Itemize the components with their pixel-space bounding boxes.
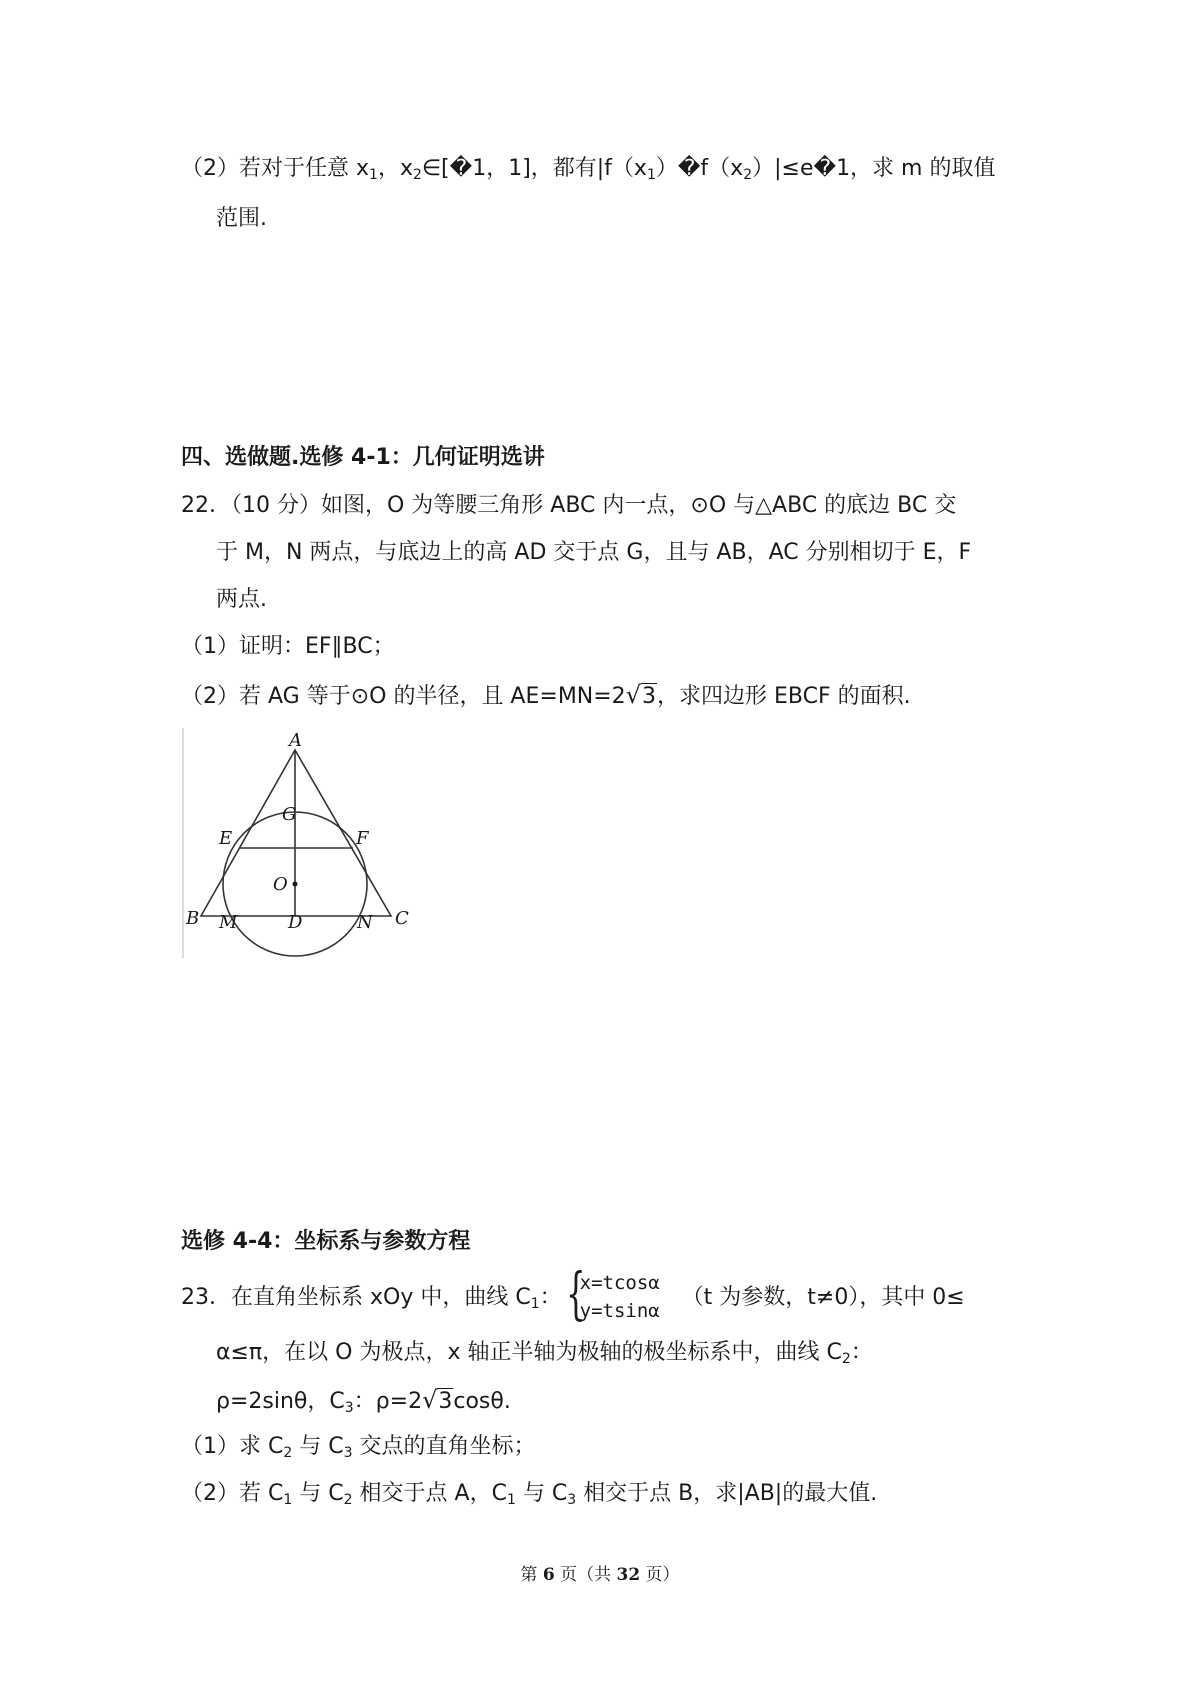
q21-part2-line2: 范围. — [216, 206, 267, 231]
center-point — [293, 882, 298, 887]
text: 交点的直角坐标； — [352, 1434, 536, 1459]
text: α≤π，在以 O 为极点，x 轴正半轴为极轴的极坐标系中，曲线 C — [216, 1340, 842, 1365]
text: ，求四边形 EBCF 的面积. — [656, 684, 911, 709]
q22-line3: 两点. — [216, 587, 267, 612]
q22-line1: 22．（10 分）如图，O 为等腰三角形 ABC 内一点，⊙O 与△ABC 的底边 BC 交 — [181, 493, 957, 518]
subscript: 2 — [841, 1351, 851, 1367]
subscript: 3 — [567, 1492, 577, 1508]
subscript: 3 — [344, 1400, 354, 1416]
text: ： — [539, 1285, 562, 1310]
text: （t 为参数，t≠0），其中 0≤ — [681, 1285, 965, 1310]
subscript: 2 — [343, 1492, 353, 1508]
text: 相交于点 B，求|AB|的最大值. — [576, 1481, 878, 1506]
q22-part1: （1）证明：EF∥BC； — [181, 634, 395, 659]
label-b: B — [186, 908, 200, 929]
q23-part2-content — [181, 1479, 877, 1509]
text: ：ρ=2 — [353, 1389, 423, 1414]
text: cosθ. — [453, 1389, 511, 1414]
text: ，x — [377, 156, 413, 181]
text: 23．在直角坐标系 xOy 中，曲线 C — [181, 1285, 531, 1310]
text: ： — [850, 1340, 873, 1365]
q23-line2 — [216, 1338, 873, 1368]
subscript: 1 — [530, 1296, 540, 1312]
geometry-figure — [181, 728, 421, 960]
label-c: C — [395, 908, 409, 929]
text: ）�f（x — [655, 156, 744, 181]
subscript: 3 — [343, 1445, 353, 1461]
text: 与 C — [292, 1434, 344, 1459]
label-g: G — [282, 804, 297, 825]
text: 相交于点 A，C — [352, 1481, 507, 1506]
text: （2）若 AG 等于⊙O 的半径，且 AE=MN=2 — [181, 684, 626, 709]
system-row-1: x=tcosα — [579, 1272, 660, 1294]
label-o: O — [273, 874, 288, 895]
label-m: M — [219, 912, 238, 933]
label-n: N — [357, 912, 373, 933]
footer-text: 页（共 — [554, 1565, 617, 1585]
text: ）|≤e�1，求 m 的取值 — [752, 156, 996, 181]
text: （1）求 C — [181, 1434, 284, 1459]
q23-line1 — [181, 1262, 965, 1328]
q23-line3 — [216, 1385, 511, 1417]
q23-part1 — [181, 1432, 536, 1462]
q22-part2 — [181, 680, 911, 712]
equation-system — [565, 1262, 678, 1327]
subscript: 1 — [506, 1492, 516, 1508]
label-e: E — [219, 828, 233, 849]
text: 与 C — [515, 1481, 568, 1506]
system-row-2: y=tsinα — [579, 1300, 660, 1322]
text: 与 C — [292, 1481, 344, 1506]
footer-text: 页） — [640, 1565, 680, 1585]
section-heading-4-1: 四、选做题.选修 4-1：几何证明选讲 — [181, 445, 545, 470]
radicand: 3 — [438, 1389, 453, 1414]
label-a: A — [289, 730, 302, 751]
left-brace-icon: { — [565, 1262, 586, 1327]
subscript: 1 — [283, 1492, 293, 1508]
label-d: D — [288, 912, 303, 933]
q21-part2-line1 — [181, 154, 995, 184]
label-f: F — [356, 828, 369, 849]
page-number: 6 — [542, 1565, 555, 1585]
sqrt-symbol: √3 — [625, 681, 656, 709]
sqrt-symbol: √3 — [422, 1386, 453, 1414]
subscript: 2 — [743, 167, 753, 183]
subscript: 2 — [283, 1445, 293, 1461]
subscript: 1 — [369, 167, 378, 183]
footer-text: 第 — [520, 1565, 543, 1585]
text: ρ=2sinθ，C — [216, 1389, 345, 1414]
total-pages: 32 — [616, 1565, 641, 1585]
section-heading-4-4: 选修 4-4：坐标系与参数方程 — [181, 1229, 471, 1254]
q22-line2: 于 M，N 两点，与底边上的高 AD 交于点 G，且与 AB，AC 分别相切于 E，F — [216, 540, 972, 565]
text: （2）若 C — [181, 1481, 284, 1506]
subscript: 2 — [412, 167, 422, 183]
subscript: 1 — [646, 167, 656, 183]
page-footer — [0, 1560, 1200, 1585]
radicand: 3 — [641, 684, 656, 709]
text: ∈[�1，1]，都有|f（x — [421, 156, 647, 181]
text: （2）若对于任意 x — [181, 156, 370, 181]
